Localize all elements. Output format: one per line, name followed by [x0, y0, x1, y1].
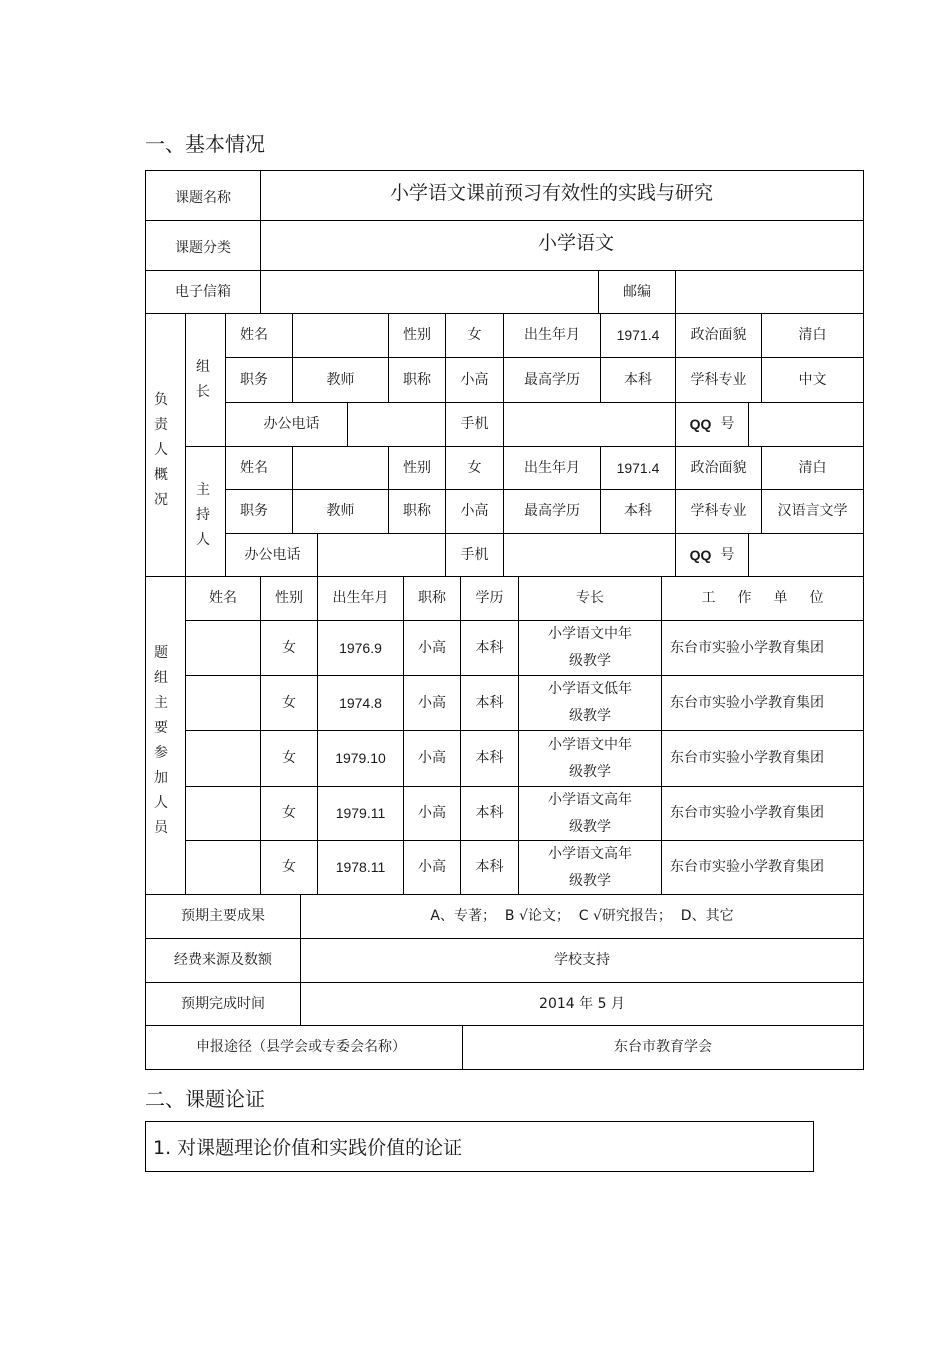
member-specialty: 小学语文高年级教学 [548, 845, 632, 889]
host-birth-value: 1971.4 [616, 459, 660, 476]
results-value: A、专著； B √论文； C √研究报告； D、其它 [430, 908, 734, 925]
member-birth: 1979.10 [335, 750, 386, 767]
leader-name-label: 姓名 [240, 327, 268, 344]
member-edu: 本科 [475, 694, 504, 711]
host-title-label: 职称 [403, 503, 431, 520]
leader-duty-value: 教师 [326, 371, 355, 388]
leader-mobile-value [504, 403, 675, 446]
leader-mobile-label: 手机 [460, 416, 489, 433]
member-birth: 1974.8 [339, 694, 382, 711]
member-name [186, 676, 260, 730]
member-title: 小高 [418, 859, 446, 876]
member-unit: 东台市实验小学教育集团 [670, 639, 824, 656]
member-gender: 女 [282, 750, 296, 767]
member-name [186, 621, 260, 675]
leader-title-value: 小高 [460, 371, 489, 388]
leader-qq-value [749, 403, 863, 446]
postcode-value [676, 271, 863, 313]
postcode-label: 邮编 [623, 283, 651, 300]
leader-qq-label: QQ 号 [689, 416, 735, 433]
completion-label: 预期完成时间 [181, 995, 265, 1012]
member-header-gender: 性别 [275, 590, 303, 607]
member-gender: 女 [282, 639, 296, 656]
leader-edu-label: 最高学历 [524, 371, 580, 388]
leader-major-value: 中文 [798, 371, 827, 388]
completion-value: 2014 年 5 月 [539, 995, 625, 1012]
member-gender: 女 [282, 805, 296, 822]
member-name [186, 731, 260, 786]
project-name-value: 小学语文课前预习有效性的实践与研究 [390, 182, 714, 205]
section-title-basic: 一、基本情况 [145, 132, 265, 156]
host-duty-label: 职务 [240, 503, 268, 520]
member-edu: 本科 [475, 639, 504, 656]
channel-label: 申报途径（县学会或专委会名称） [196, 1039, 406, 1056]
leader-birth-value: 1971.4 [616, 327, 660, 344]
leader-label: 组长 [196, 359, 210, 400]
channel-value: 东台市教育学会 [614, 1039, 712, 1056]
leader-office-phone-label: 办公电话 [263, 416, 320, 433]
member-title: 小高 [418, 639, 446, 656]
member-title: 小高 [418, 750, 446, 767]
host-politics-label: 政治面貌 [690, 459, 747, 476]
leader-edu-value: 本科 [624, 371, 652, 388]
leader-office-phone-value [348, 403, 445, 446]
host-name-label: 姓名 [240, 459, 268, 476]
host-duty-value: 教师 [326, 503, 355, 520]
leader-name-value [293, 314, 388, 357]
project-category-value: 小学语文 [538, 232, 615, 255]
member-header-specialty: 专长 [576, 590, 604, 607]
member-birth: 1976.9 [339, 639, 382, 656]
member-unit: 东台市实验小学教育集团 [670, 805, 824, 822]
member-header-birth: 出生年月 [332, 590, 389, 607]
leader-major-label: 学科专业 [690, 371, 747, 388]
member-birth: 1979.11 [335, 805, 386, 822]
email-label: 电子信箱 [175, 283, 231, 300]
member-specialty: 小学语文低年级教学 [548, 681, 632, 724]
member-header-edu: 学历 [475, 590, 504, 607]
member-unit: 东台市实验小学教育集团 [670, 859, 824, 876]
results-label: 预期主要成果 [181, 908, 265, 925]
section-title-argument: 二、课题论证 [145, 1087, 265, 1111]
host-title-value: 小高 [460, 503, 489, 520]
member-name [186, 841, 260, 894]
host-mobile-label: 手机 [460, 546, 489, 563]
host-edu-label: 最高学历 [524, 503, 580, 520]
host-office-phone-label: 办公电话 [244, 546, 301, 563]
member-edu: 本科 [475, 750, 504, 767]
funding-value: 学校支持 [554, 952, 610, 969]
host-major-label: 学科专业 [690, 503, 747, 520]
host-qq-label: QQ 号 [689, 546, 735, 563]
argument-item-1: 1. 对课题理论价值和实践价值的论证 [145, 1121, 814, 1172]
member-name [186, 787, 260, 840]
host-birth-label: 出生年月 [524, 459, 580, 476]
host-gender-value: 女 [467, 459, 482, 476]
project-name-label: 课题名称 [175, 190, 231, 207]
leader-duty-label: 职务 [240, 371, 268, 388]
leader-birth-label: 出生年月 [524, 327, 580, 344]
leader-gender-value: 女 [467, 327, 482, 344]
member-unit: 东台市实验小学教育集团 [670, 694, 824, 711]
project-category-label: 课题分类 [175, 240, 231, 257]
member-specialty: 小学语文高年级教学 [548, 791, 632, 835]
host-edu-value: 本科 [624, 503, 652, 520]
host-mobile-value [504, 534, 675, 576]
member-edu: 本科 [475, 859, 504, 876]
responsible-group-label: 负责人概况 [154, 391, 168, 508]
member-edu: 本科 [475, 805, 504, 822]
member-title: 小高 [418, 805, 446, 822]
host-politics-value: 清白 [798, 459, 827, 476]
funding-label: 经费来源及数额 [174, 952, 272, 969]
host-major-value: 汉语言文学 [777, 503, 848, 520]
member-header-unit: 工作单位 [701, 590, 846, 607]
members-group-label: 题组主要参加人员 [154, 644, 168, 836]
member-unit: 东台市实验小学教育集团 [670, 750, 824, 767]
leader-politics-value: 清白 [798, 327, 827, 344]
host-office-phone-value [318, 534, 445, 576]
member-birth: 1978.11 [335, 859, 386, 876]
member-header-name: 姓名 [209, 590, 237, 607]
member-title: 小高 [418, 694, 446, 711]
host-gender-label: 性别 [403, 459, 431, 476]
leader-politics-label: 政治面貌 [690, 327, 747, 344]
leader-gender-label: 性别 [403, 327, 431, 344]
member-header-title: 职称 [418, 590, 446, 607]
host-name-value [293, 447, 388, 489]
member-specialty: 小学语文中年级教学 [548, 626, 632, 669]
member-gender: 女 [282, 694, 296, 711]
leader-title-label: 职称 [403, 371, 431, 388]
member-gender: 女 [282, 859, 296, 876]
member-specialty: 小学语文中年级教学 [548, 736, 632, 780]
email-value [261, 271, 598, 313]
host-label: 主持人 [196, 482, 210, 548]
host-qq-value [749, 534, 863, 576]
